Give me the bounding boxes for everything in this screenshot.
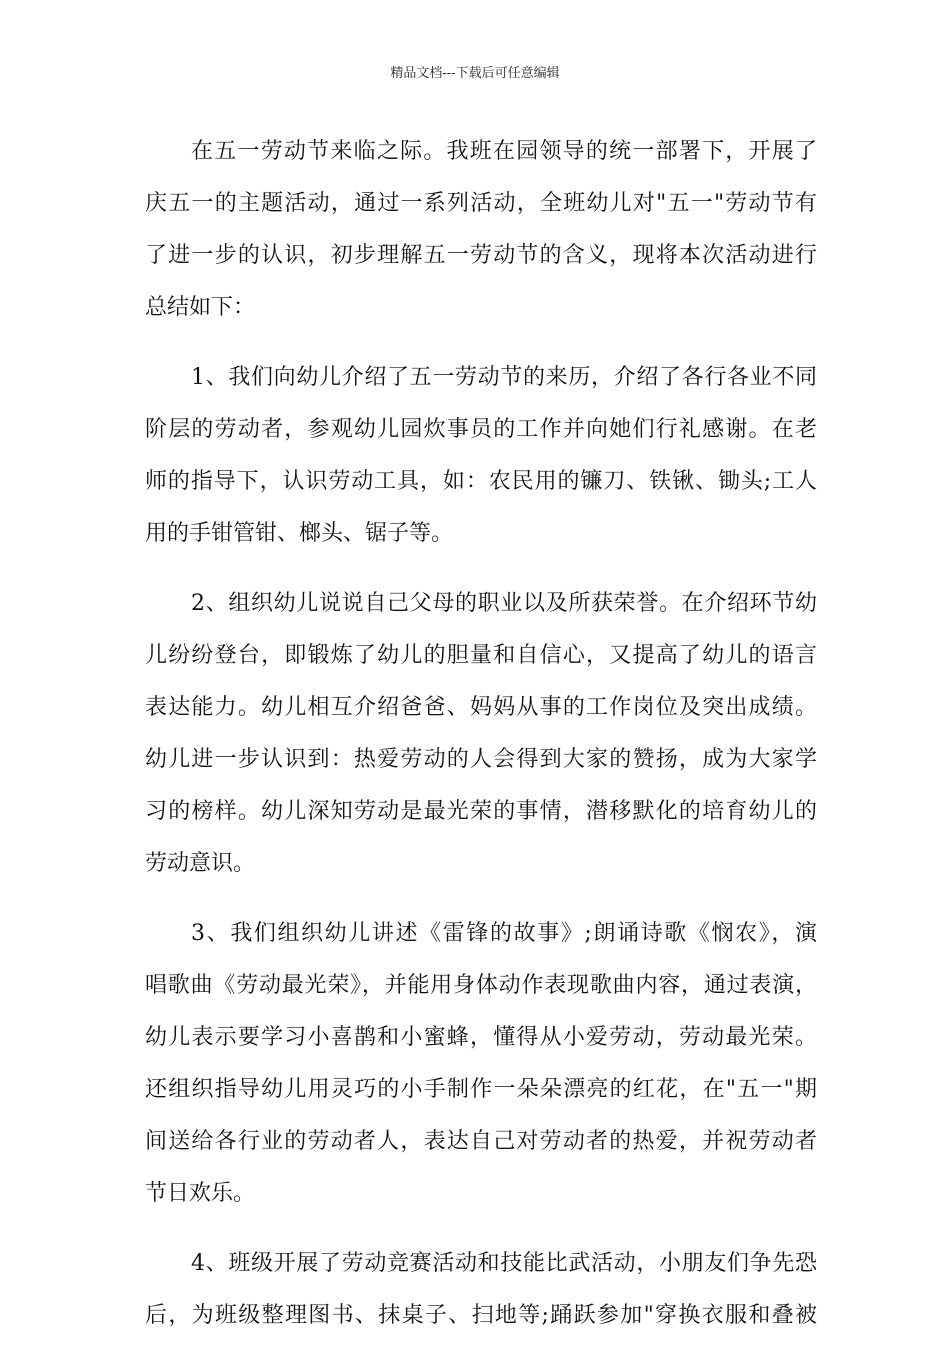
text-line: 节日欢乐。 [145, 1181, 256, 1206]
text-line: 1、我们向幼儿介绍了五一劳动节的来历，介绍了各行各业不同 [191, 365, 817, 390]
text-line: 用的手钳管钳、榔头、锯子等。 [145, 521, 454, 546]
text-line: 幼儿进一步认识到：热爱劳动的人会得到大家的赞扬，成为大家学 [145, 747, 817, 772]
text-line: 唱歌曲《劳动最光荣》，并能用身体动作表现歌曲内容，通过表演， [145, 973, 817, 998]
text-line: 总结如下： [145, 295, 256, 320]
page-header: 精品文档---下载后可任意编辑 [390, 66, 560, 81]
text-line: 师的指导下，认识劳动工具，如：农民用的镰刀、铁锹、锄头;工人 [145, 469, 817, 494]
paragraph-intro [145, 132, 817, 340]
text-line: 间送给各行业的劳动者人，表达自己对劳动者的热爱，并祝劳动者 [145, 1129, 817, 1154]
text-line: 后，为班级整理图书、抹桌子、扫地等;踊跃参加"穿换衣服和叠被 [145, 1303, 817, 1328]
text-line: 表达能力。幼儿相互介绍爸爸、妈妈从事的工作岗位及突出成绩。 [145, 695, 817, 720]
text-line: 还组织指导幼儿用灵巧的小手制作一朵朵漂亮的红花，在"五一"期 [145, 1077, 817, 1102]
paragraph-item-4 [145, 1244, 817, 1348]
paragraph-item-2 [145, 584, 817, 896]
text-line: 4、班级开展了劳动竞赛活动和技能比武活动，小朋友们争先恐 [191, 1251, 817, 1276]
document-body [145, 132, 817, 1348]
paragraph-item-3 [145, 914, 817, 1226]
text-line: 幼儿表示要学习小喜鹊和小蜜蜂，懂得从小爱劳动，劳动最光荣。 [145, 1025, 817, 1050]
text-line: 劳动意识。 [145, 851, 256, 876]
text-line: 庆五一的主题活动，通过一系列活动，全班幼儿对"五一"劳动节有 [145, 191, 817, 216]
text-line: 了进一步的认识，初步理解五一劳动节的含义，现将本次活动进行 [145, 243, 817, 268]
text-line: 2、组织幼儿说说自己父母的职业以及所获荣誉。在介绍环节幼 [191, 591, 817, 616]
text-line: 习的榜样。幼儿深知劳动是最光荣的事情，潜移默化的培育幼儿的 [145, 799, 817, 824]
text-line: 阶层的劳动者，参观幼儿园炊事员的工作并向她们行礼感谢。在老 [145, 417, 817, 442]
text-line: 在五一劳动节来临之际。我班在园领导的统一部署下，开展了 [191, 139, 817, 164]
text-line: 儿纷纷登台，即锻炼了幼儿的胆量和自信心，又提高了幼儿的语言 [145, 643, 817, 668]
text-line: 3、我们组织幼儿讲述《雷锋的故事》;朗诵诗歌《悯农》，演 [191, 921, 817, 946]
paragraph-item-1 [145, 358, 817, 566]
